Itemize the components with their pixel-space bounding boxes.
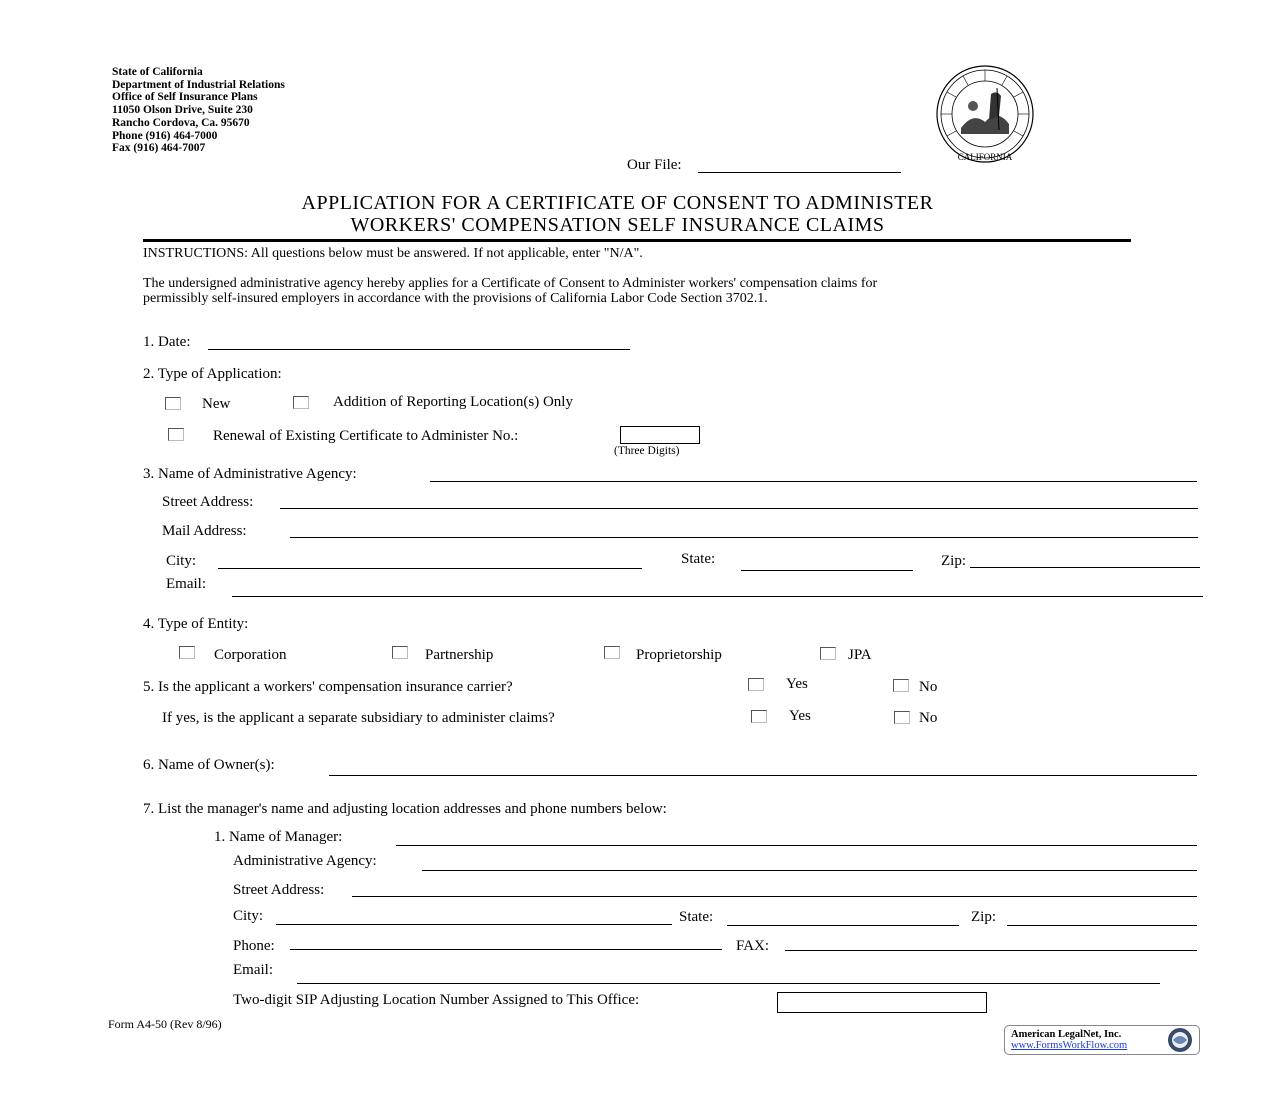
legalnet-logo bbox=[1004, 1025, 1200, 1055]
manager-phone-field[interactable] bbox=[290, 949, 722, 950]
manager-name-field[interactable] bbox=[396, 845, 1197, 846]
renewal-label: Renewal of Existing Certificate to Administer No.: bbox=[213, 428, 519, 444]
header-line: Phone (916) 464-7000 bbox=[112, 129, 218, 142]
agency-mail-field[interactable] bbox=[290, 537, 1198, 538]
entity-type-label: 4. Type of Entity: bbox=[143, 616, 249, 632]
manager-fax-field[interactable] bbox=[785, 950, 1197, 951]
manager-phone-label: Phone: bbox=[233, 938, 275, 954]
three-digits-hint: (Three Digits) bbox=[614, 445, 680, 457]
intro-text-line1: The undersigned administrative agency hereby applies for a Certificate of Consent to Administer workers' compensation claims for bbox=[143, 276, 878, 291]
header-line: 11050 Olson Drive, Suite 230 bbox=[112, 104, 253, 117]
agency-name-field[interactable] bbox=[430, 481, 1197, 482]
manager-city-label: City: bbox=[233, 908, 264, 924]
agency-street-field[interactable] bbox=[280, 508, 1198, 509]
header-line: Office of Self Insurance Plans bbox=[112, 91, 258, 104]
header-line: State of California bbox=[112, 66, 203, 78]
subsidiary-no-label: No bbox=[919, 710, 938, 726]
manager-list-label: 7. List the manager's name and adjusting location addresses and phone numbers below: bbox=[143, 801, 667, 817]
state-seal-icon bbox=[913, 64, 1057, 164]
agency-city-field[interactable] bbox=[218, 568, 642, 569]
subsidiary-yes-label: Yes bbox=[789, 708, 811, 724]
date-field[interactable] bbox=[208, 349, 630, 350]
intro-text-line2: permissibly self-insured employers in accordance with the provisions of California Labor Code Section 3702.1. bbox=[143, 291, 768, 306]
manager-fax-label: FAX: bbox=[736, 938, 770, 954]
manager-email-field[interactable] bbox=[297, 983, 1160, 984]
new-label: New bbox=[202, 396, 231, 412]
carrier-no-checkbox[interactable] bbox=[893, 679, 909, 692]
new-checkbox[interactable] bbox=[165, 397, 181, 410]
manager-street-label: Street Address: bbox=[233, 882, 325, 898]
subsidiary-yes-checkbox[interactable] bbox=[751, 710, 767, 723]
agency-zip-field[interactable] bbox=[970, 567, 1200, 568]
carrier-yes-checkbox[interactable] bbox=[748, 678, 764, 691]
agency-name-label: 3. Name of Administrative Agency: bbox=[143, 466, 357, 482]
agency-zip-label: Zip: bbox=[941, 553, 966, 569]
carrier-no-label: No bbox=[919, 679, 938, 695]
application-type-label: 2. Type of Application: bbox=[143, 366, 282, 382]
our-file-field[interactable] bbox=[698, 172, 901, 173]
jpa-label: JPA bbox=[848, 647, 872, 663]
sip-number-input[interactable] bbox=[777, 992, 987, 1013]
our-file-label: Our File: bbox=[627, 157, 682, 173]
carrier-question: 5. Is the applicant a workers' compensation insurance carrier? bbox=[143, 679, 513, 695]
agency-state-label: State: bbox=[681, 551, 716, 567]
date-label: 1. Date: bbox=[143, 334, 191, 350]
header-line: Department of Industrial Relations bbox=[112, 78, 285, 91]
proprietorship-checkbox[interactable] bbox=[604, 646, 620, 659]
subsidiary-no-checkbox[interactable] bbox=[894, 711, 910, 724]
manager-state-field[interactable] bbox=[727, 925, 959, 926]
addition-checkbox[interactable] bbox=[293, 396, 309, 409]
addition-label: Addition of Reporting Location(s) Only bbox=[333, 394, 573, 410]
instructions-text: INSTRUCTIONS: All questions below must be answered. If not applicable, enter "N/A". bbox=[143, 246, 643, 261]
agency-city-label: City: bbox=[166, 553, 197, 569]
agency-email-field[interactable] bbox=[232, 596, 1203, 597]
manager-agency-label: Administrative Agency: bbox=[233, 853, 377, 869]
seal-text: CALIFORNIA bbox=[957, 152, 1013, 162]
manager-city-field[interactable] bbox=[276, 924, 672, 925]
manager-zip-field[interactable] bbox=[1007, 925, 1197, 926]
renewal-checkbox[interactable] bbox=[168, 428, 184, 441]
subsidiary-question: If yes, is the applicant a separate subsidiary to administer claims? bbox=[162, 710, 555, 726]
proprietorship-label: Proprietorship bbox=[636, 647, 722, 663]
corporation-checkbox[interactable] bbox=[179, 646, 195, 659]
manager-street-field[interactable] bbox=[352, 896, 1197, 897]
company-name: American LegalNet, Inc. bbox=[1011, 1029, 1122, 1040]
manager-agency-field[interactable] bbox=[422, 870, 1197, 871]
form-title-line1: APPLICATION FOR A CERTIFICATE OF CONSENT TO ADMINISTER bbox=[301, 192, 934, 214]
owner-name-field[interactable] bbox=[329, 775, 1197, 776]
manager-state-label: State: bbox=[679, 909, 714, 925]
manager-zip-label: Zip: bbox=[971, 909, 996, 925]
agency-mail-label: Mail Address: bbox=[162, 523, 247, 539]
sip-number-label: Two-digit SIP Adjusting Location Number Assigned to This Office: bbox=[233, 992, 640, 1008]
title-rule bbox=[143, 239, 1131, 242]
form-title-line2: WORKERS' COMPENSATION SELF INSURANCE CLAIMS bbox=[350, 214, 885, 236]
certificate-number-input[interactable] bbox=[620, 426, 700, 444]
manager-email-label: Email: bbox=[233, 962, 273, 978]
form-number: Form A4-50 (Rev 8/96) bbox=[108, 1017, 222, 1031]
globe-icon bbox=[1163, 1027, 1197, 1053]
manager-name-label: 1. Name of Manager: bbox=[214, 829, 343, 845]
owner-name-label: 6. Name of Owner(s): bbox=[143, 757, 275, 773]
agency-state-field[interactable] bbox=[741, 570, 913, 571]
partnership-checkbox[interactable] bbox=[392, 646, 408, 659]
carrier-yes-label: Yes bbox=[786, 676, 808, 692]
agency-street-label: Street Address: bbox=[162, 494, 254, 510]
jpa-checkbox[interactable] bbox=[820, 647, 836, 660]
header-line: Fax (916) 464-7007 bbox=[112, 142, 206, 155]
agency-email-label: Email: bbox=[166, 576, 206, 592]
partnership-label: Partnership bbox=[425, 647, 494, 663]
header-line: Rancho Cordova, Ca. 95670 bbox=[112, 116, 250, 129]
corporation-label: Corporation bbox=[214, 647, 287, 663]
website-link[interactable]: www.FormsWorkFlow.com bbox=[1011, 1040, 1128, 1051]
